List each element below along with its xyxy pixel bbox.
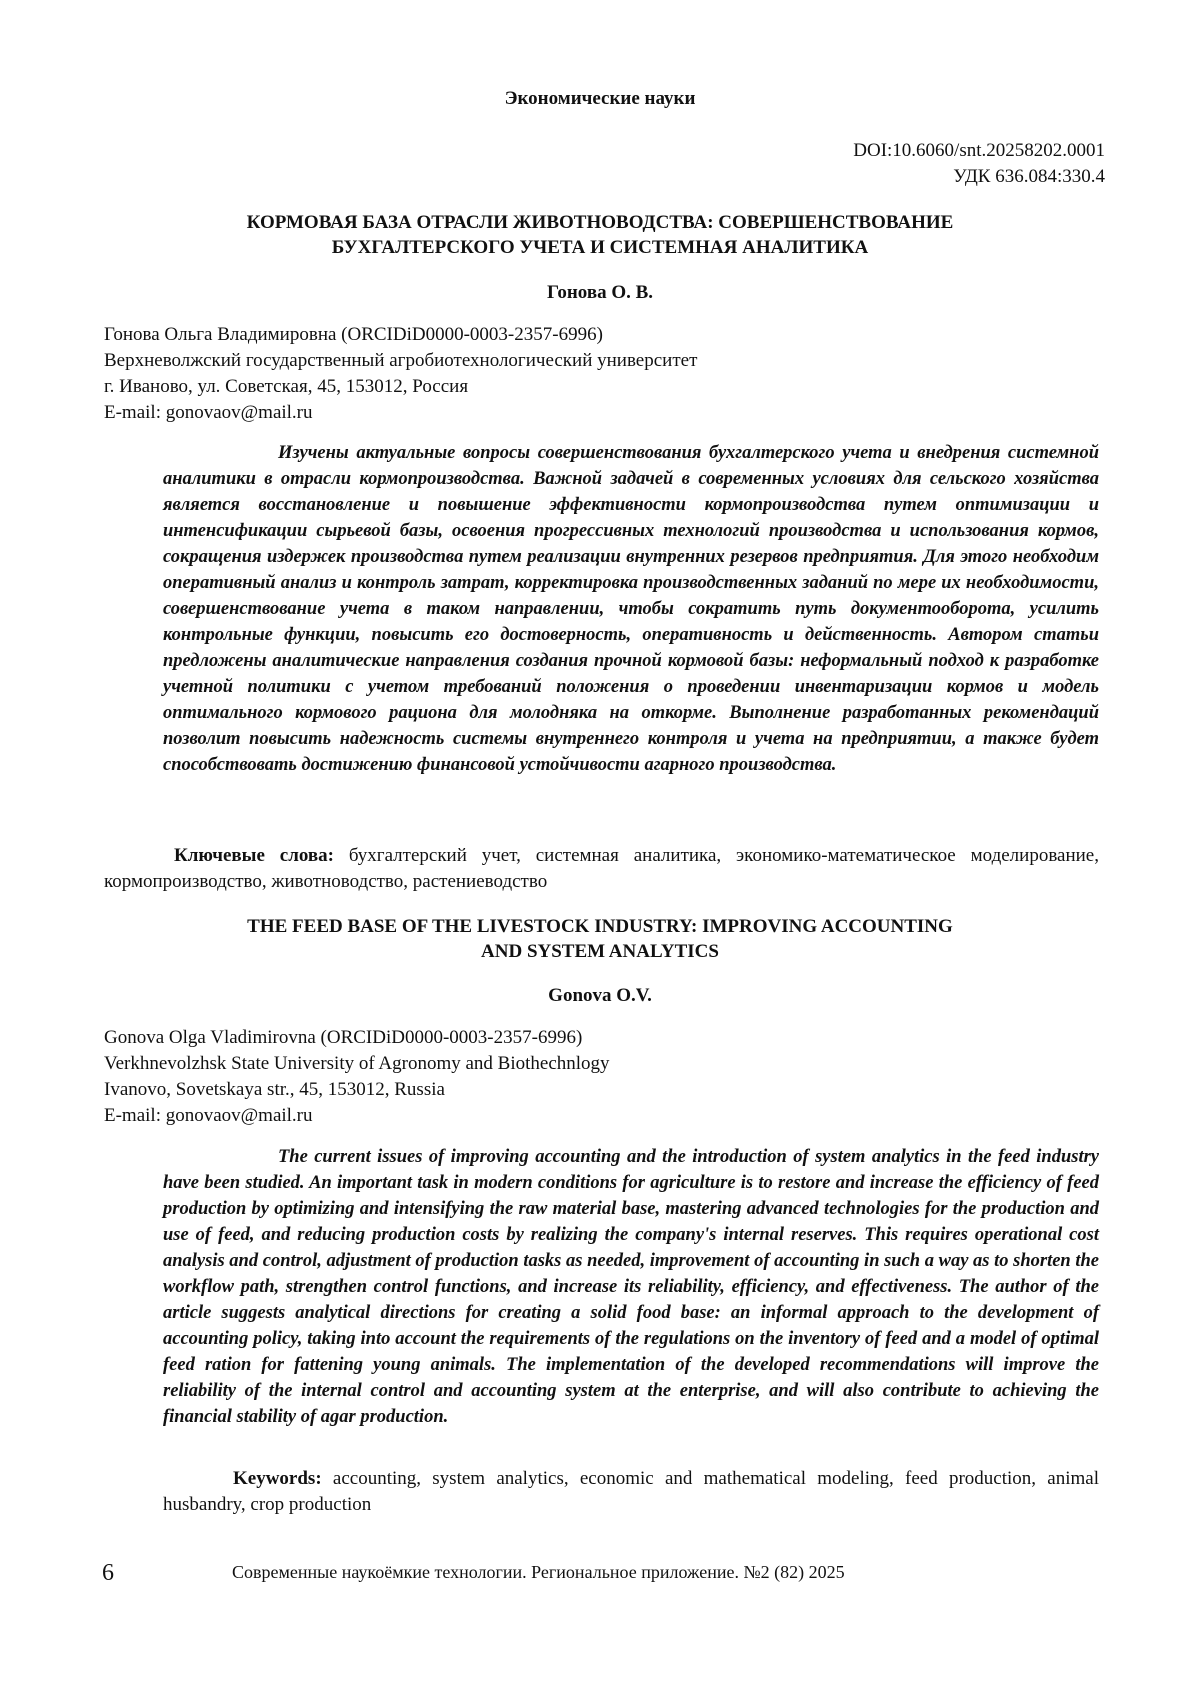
article-title-ru (150, 210, 1050, 260)
title-en-line-2: AND SYSTEM ANALYTICS (481, 941, 719, 962)
abstract-ru (163, 440, 1099, 778)
journal-footer: Современные наукоёмкие технологии. Региональное приложение. №2 (82) 2025 (232, 1562, 845, 1582)
keywords-text-ru: бухгалтерский учет, системная аналитика, экономико-математическое моделирование, кормопроизводство, животноводство, растениеводство (104, 845, 1099, 892)
affiliation-en (104, 1025, 610, 1129)
email-en: E-mail: gonovaov@mail.ru (104, 1105, 313, 1126)
article-title-en (150, 914, 1050, 964)
abstract-en-text: The current issues of improving accounting and the introduction of system analytics in the feed industry have been studied. An important task in modern conditions for agriculture is to restore and increase the efficiency of feed production by optimizing and intensifying the raw material base, mastering advanced technologies for the production and use of feed, and reducing production costs by realizing the company's internal reserves. This requires operational cost analysis and control, adjustment of production tasks as needed, improvement of accounting in such a way as to shorten the workflow path, strengthen control functions, and increase its reliability, efficiency, and effectiveness. The author of the article suggests analytical directions for creating a solid food base: an informal approach to the development of accounting policy, taking into account the requirements of the regulations on the inventory of feed and a model of optimal feed ration for fattening young animals. The implementation of the developed recommendations will improve the reliability of the internal control and accounting system at the enterprise, and will also contribute to achieving the financial stability of agar production. (163, 1147, 1099, 1427)
keywords-label-en: Keywords: (233, 1468, 322, 1489)
university-ru: Верхневолжский государственный агробиотехнологический университет (104, 350, 698, 371)
author-full-ru: Гонова Ольга Владимировна (ORCIDiD0000-0003-2357-6996) (104, 324, 603, 345)
university-en: Verkhnevolzhsk State University of Agronomy and Biothechnlogy (104, 1053, 610, 1074)
address-ru: г. Иваново, ул. Советская, 45, 153012, Россия (104, 376, 469, 397)
keywords-text-en: accounting, system analytics, economic and mathematical modeling, feed production, animal husbandry, crop production (163, 1468, 1100, 1515)
author-full-en: Gonova Olga Vladimirovna (ORCIDiD0000-0003-2357-6996) (104, 1027, 583, 1048)
abstract-ru-text: Изучены актуальные вопросы совершенствования бухгалтерского учета и внедрения системной аналитики в отрасли кормопроизводства. Важной задачей в современных условиях для сельского хозяйства является восстановление и повышение эффективности кормопроизводства путем оптимизации и интенсификации сырьевой базы, освоения прогрессивных технологий производства и использования кормов, сокращения издержек производства путем реализации внутренних резервов предприятия. Для этого необходим оперативный анализ и контроль затрат, корректировка производственных заданий по мере их необходимости, совершенствование учета в таком направлении, чтобы сократить путь документооборота, усилить контрольные функции, повысить его достоверность, оперативность и действенность. Автором статьи предложены аналитические направления создания прочной кормовой базы: неформальный подход к разработке учетной политики с учетом требований положения о проведении инвентаризации кормов и модель оптимального кормового рациона для молодняка на откорме. Выполнение разработанных рекомендаций позволит повысить надежность системы внутреннего контроля и учета на предприятии, а также будет способствовать достижению финансовой устойчивости агарного производства. (163, 443, 1099, 775)
section-heading: Экономические науки (504, 88, 696, 109)
identifiers-block (853, 138, 1105, 190)
address-en: Ivanovo, Sovetskaya str., 45, 153012, Russia (104, 1079, 445, 1100)
keywords-en (163, 1466, 1099, 1518)
keywords-ru (104, 843, 1099, 895)
author-short-ru: Гонова О. В. (546, 282, 654, 303)
doi-text: DOI:10.6060/snt.20258202.0001 (853, 140, 1105, 161)
title-ru-line-1: КОРМОВАЯ БАЗА ОТРАСЛИ ЖИВОТНОВОДСТВА: СОВЕРШЕНСТВОВАНИЕ (246, 212, 954, 233)
page-number: 6 (102, 1560, 114, 1586)
author-short-en: Gonova O.V. (548, 985, 652, 1006)
email-ru: E-mail: gonovaov@mail.ru (104, 402, 313, 423)
title-en-line-1: THE FEED BASE OF THE LIVESTOCK INDUSTRY: IMPROVING ACCOUNTING (247, 916, 953, 937)
affiliation-ru (104, 322, 697, 426)
title-ru-line-2: БУХГАЛТЕРСКОГО УЧЕТА И СИСТЕМНАЯ АНАЛИТИКА (331, 237, 869, 258)
keywords-label-ru: Ключевые слова: (174, 845, 334, 866)
abstract-en (163, 1144, 1099, 1430)
udk-text: УДК 636.084:330.4 (953, 166, 1105, 187)
